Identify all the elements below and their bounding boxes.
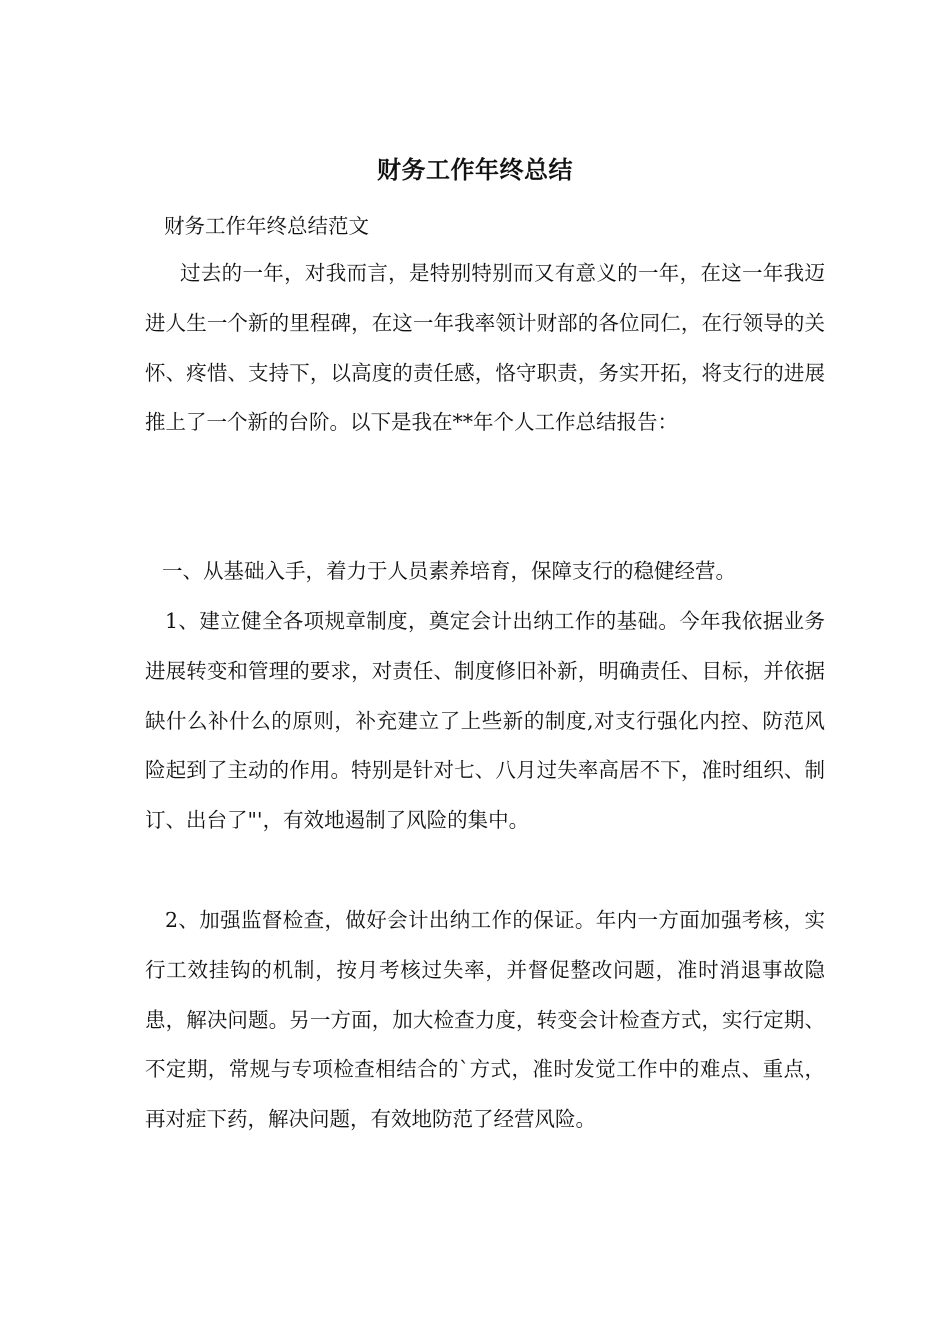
item-paragraph-2: 2、加强监督检查，做好会计出纳工作的保证。年内一方面加强考核，实行工效挂钩的机制，按月考核过失率，并督促整改问题，准时消退事故隐患，解决问题。另一方面，加大检查力度，转变会计检查方式，实行定期、不定期，常规与专项检查相结合的`方式，准时发觉工作中的难点、重点，再对症下药，解决问题，有效地防范了经营风险。 (145, 908, 825, 1132)
item-paragraph-1: 1、建立健全各项规章制度，奠定会计出纳工作的基础。今年我依据业务进展转变和管理的要求，对责任、制度修旧补新，明确责任、目标，并依据缺什么补什么的原则，补充建立了上些新的制度,对支行强化内控、防范风险起到了主动的作用。特别是针对七、八月过失率高居不下，准时组织、制订、出台了"'，有效地遏制了风险的集中。 (145, 609, 825, 833)
intro-paragraph: 过去的一年，对我而言，是特别特别而又有意义的一年，在这一年我迈进人生一个新的里程碑，在这一年我率领计财部的各位同仁，在行领导的关怀、疼惜、支持下，以高度的责任感，恪守职责，务实开拓，将支行的进展推上了一个新的台阶。以下是我在**年个人工作总结报告： (145, 261, 825, 435)
document-title: 财务工作年终总结 (377, 155, 573, 184)
document-subtitle: 财务工作年终总结范文 (164, 214, 369, 238)
section-heading-1: 一、从基础入手，着力于人员素养培育，保障支行的稳健经营。 (162, 559, 736, 583)
